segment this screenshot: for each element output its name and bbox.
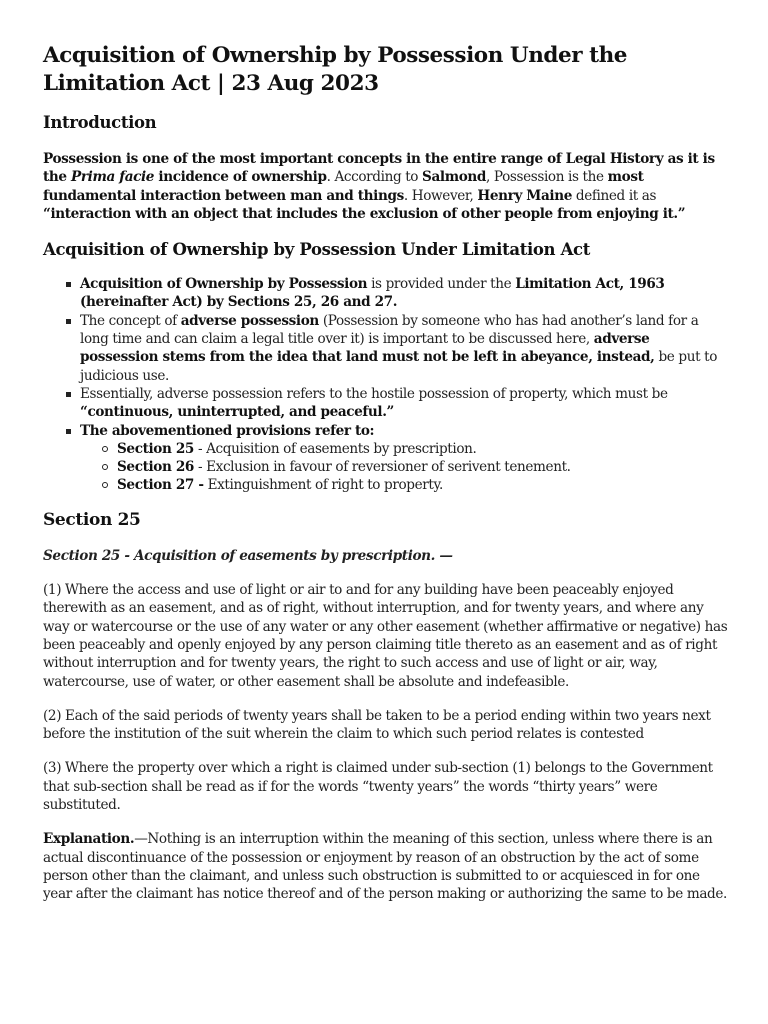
intro-text: , Possession is the [486,169,608,186]
section-25-explanation [43,830,728,903]
section-description: Acquisition of easements by prescription. [206,440,477,457]
intro-text: . According to [326,169,423,186]
bullet-bold-text: adverse possession stems from the idea that land must not be left in abeyance, instead, [80,331,655,366]
list-item [80,385,728,422]
bullet-text: be put to judicious use. [80,349,718,384]
intro-text: . However, [403,187,478,204]
bullet-text: (Possession by someone who has had another’s land for a long time and can claim a legal title over it) is important to be discussed here, [80,312,699,348]
section-25-clause-3: (3) Where the property over which a right is claimed under sub-section (1) belongs to the Government that sub-section shall be read as if for the words “twenty years” the words “thirty years” were substituted. [43,760,713,814]
bullet-text: The concept of [80,312,181,329]
bullet-bold-text: “continuous, uninterrupted, and peaceful.” [80,404,394,421]
provisions-sub-list [80,440,728,495]
section-label: Section 25 [117,440,194,457]
salmond-text: Salmond [422,169,487,186]
section-25-heading: Section 25 [43,509,141,530]
explanation-label: Explanation. [43,831,135,848]
bullet-text: Essentially, adverse possession refers to the hostile possession of property, which must be [80,385,668,402]
acquisition-bullet-list [43,275,728,495]
intro-bold-text: Possession is one of the most important concepts in the entire range of Legal History as it is the [43,151,715,186]
bullet-bold-text: adverse possession [180,312,319,329]
section-label: Section 26 [117,459,194,476]
section-25-clause-1: (1) Where the access and use of light or air to and for any building have been peaceably enjoyed therewith as an easement, and as of right, without interruption, and for twenty years, and where any way or watercourse or the use of any water or any other easement (whether affirmative or negative) has been peaceably and openly enjoyed by any person claiming title thereto as an easement and as of right without interruption and for twenty years, the right to such access and use of light or air, way, watercourse, use of water, or other easement shall be absolute and indefeasible. [43,582,728,690]
section-25-clause-2: (2) Each of the said periods of twenty years shall be taken to be a period ending within two years next before the institution of the suit wherein the claim to which such period relates is contested [43,707,711,743]
intro-bold-text: incidence of ownership [154,169,327,186]
section-description: Exclusion in favour of reversioner of serivent tenement. [206,459,571,476]
introduction-heading: Introduction [43,113,157,132]
bullet-bold-text: Limitation Act, 1963 (hereinafter Act) by Sections 25, 26 and 27. [80,276,665,311]
sub-list-item-section-25 [117,440,728,458]
separator: - [194,459,207,476]
section-25-subtitle: Section 25 - Acquisition of easements by prescription. — [43,547,453,564]
bullet-bold-text: Acquisition of Ownership by Possession [80,276,368,293]
section-label: Section 27 - [117,477,204,494]
sub-list-item-section-27 [117,476,728,494]
introduction-paragraph [43,150,728,223]
section-description: Extinguishment of right to property. [207,477,443,494]
list-item [80,275,728,312]
sub-list-item-section-26 [117,458,728,476]
bullet-bold-text: The abovementioned provisions refer to: [80,422,375,439]
prima-facie-text: Prima facie [71,169,155,186]
henry-maine-text: Henry Maine [477,187,572,204]
list-item [80,422,728,495]
list-item [80,312,728,385]
maine-quote: “interaction with an object that includes the exclusion of other people from enjoying it.” [43,205,686,222]
article-title: Acquisition of Ownership by Possession Under the Limitation Act | 23 Aug 2023 [43,43,628,96]
acquisition-heading: Acquisition of Ownership by Possession Under Limitation Act [43,240,591,260]
bullet-text: is provided under the [367,276,516,293]
intro-bold-text: most fundamental interaction between man and things [43,169,644,204]
explanation-text: —Nothing is an interruption within the meaning of this section, unless where there is an actual discontinuance of the possession or enjoyment by reason of an obstruction by the act of some person other than the claimant, and unless such obstruction is submitted to or acquiesced in for one year after the claimant has notice thereof and of the person making or authorizing the same to be made. [43,831,727,903]
separator: - [194,440,207,457]
intro-text: defined it as [571,187,657,204]
